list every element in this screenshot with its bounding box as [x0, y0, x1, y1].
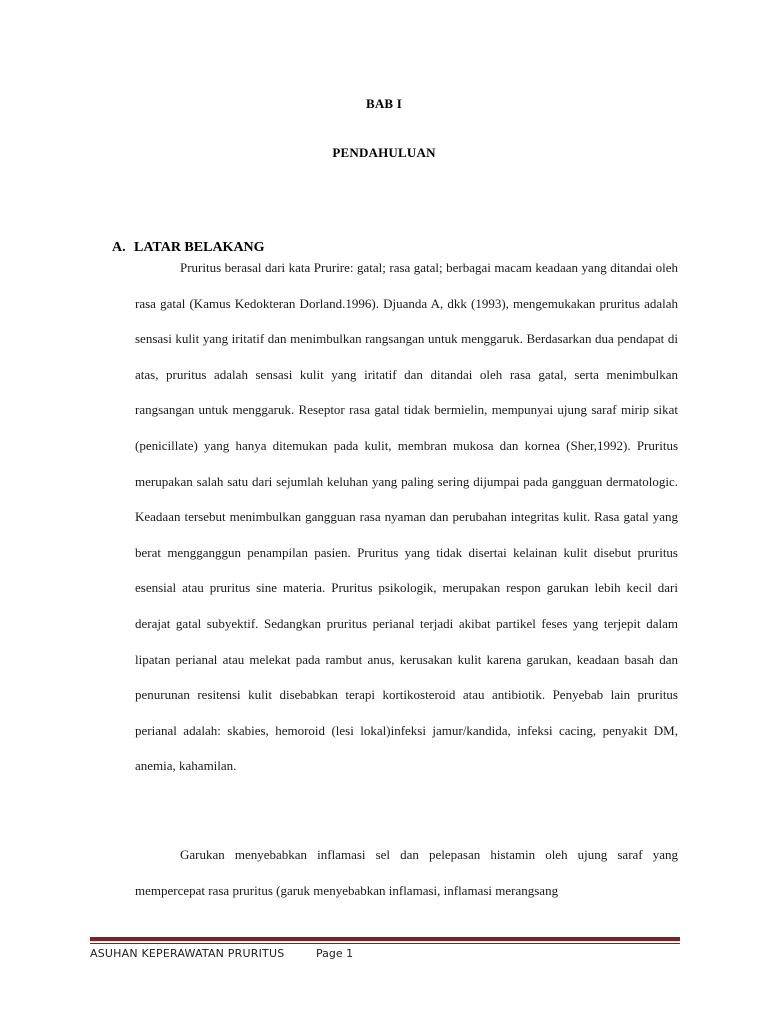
chapter-number: BAB I — [365, 96, 403, 111]
section-number: A. — [112, 240, 126, 255]
chapter-title: PENDAHULUAN — [332, 145, 436, 160]
paragraph-latar-belakang: Pruritus berasal dari kata Prurire: gatal; rasa gatal; berbagai macam keadaan yang ditandai oleh rasa gatal (Kamus Kedokteran Dorland.1996). Djuanda A, dkk (1993), mengemukakan pruritus adalah sensasi kulit yang iritatif dan menimbulkan rangsangan untuk menggaruk. Berdasarkan dua pendapat di atas, pruritus adalah sensasi kulit yang iritatif dan ditandai oleh rasa gatal, serta menimbulkan rangsangan untuk menggaruk. Reseptor rasa gatal tidak bermielin, mempunyai ujung saraf mirip sikat (penicillate) yang hanya ditemukan pada kulit, membran mukosa dan kornea (Sher,1992). Pruritus merupakan salah satu dari sejumlah keluhan yang paling sering dijumpai pada gangguan dermatologic. Keadaan tersebut menimbulkan gangguan rasa nyaman dan perubahan integritas kulit. Rasa gatal yang berat mengganggun penampilan pasien. Pruritus yang tidak disertai kelainan kulit disebut pruritus esensial atau pruritus sine materia. Pruritus psikologik, merupakan respon garukan lebih kecil dari derajat gatal subyektif. Sedangkan pruritus perianal terjadi akibat partikel feses yang terjepit dalam lipatan perianal atau melekat pada rambut anus, kerusakan kulit karena garukan, keadaan basah dan penurunan resitensi kulit disebabkan terapi kortikosteroid atau antibiotik. Penyebab lain pruritus perianal adalah: skabies, hemoroid (lesi lokal)infeksi jamur/kandida, infeksi cacing, penyakit DM, anemia, kahamilan. — [135, 260, 678, 774]
section-title: LATAR BELAKANG — [134, 240, 265, 255]
paragraph-garukan: Garukan menyebabkan inflamasi sel dan pelepasan histamin oleh ujung saraf yang mempercepat rasa pruritus (garuk menyebabkan inflamasi, inflamasi merangsang — [135, 847, 678, 898]
page-number: Page 1 — [316, 947, 354, 960]
footer-title: ASUHAN KEPERAWATAN PRURITUS — [90, 947, 285, 960]
footer-rule-thick — [90, 937, 680, 941]
footer-rule-thin — [90, 943, 680, 944]
